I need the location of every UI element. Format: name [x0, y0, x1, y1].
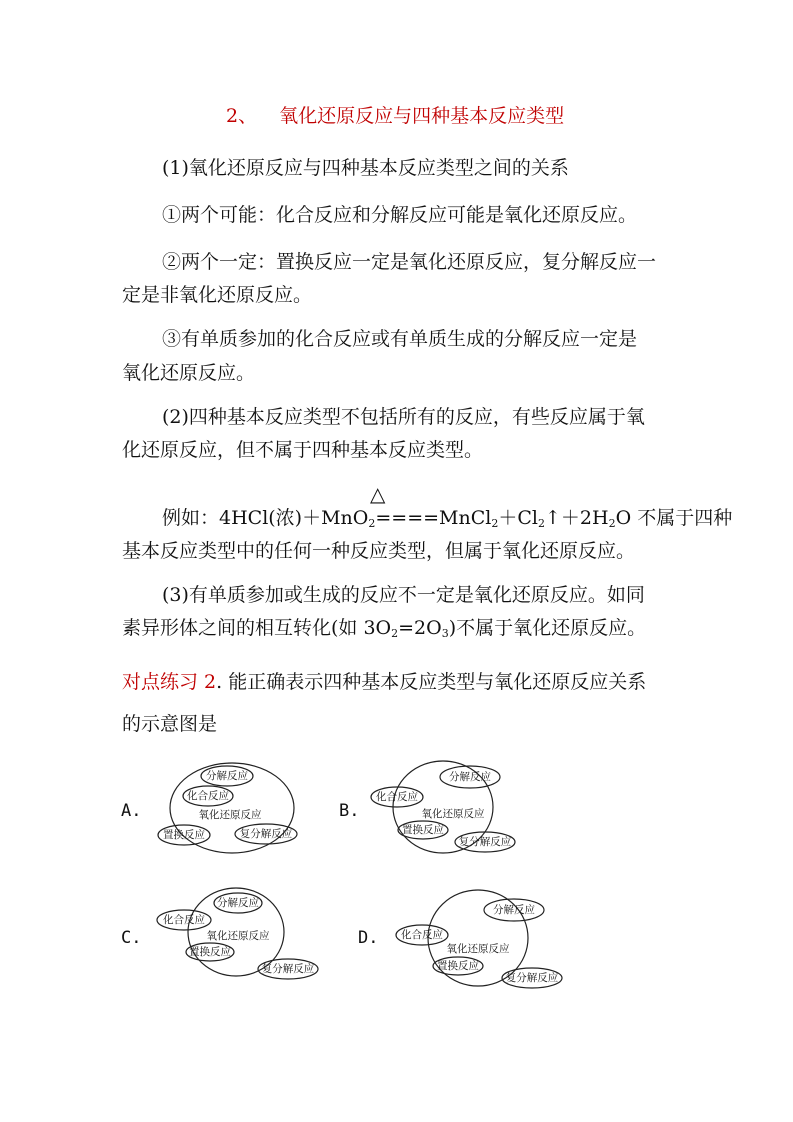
- section-title: [226, 104, 564, 128]
- option-c-label[interactable]: C.: [121, 928, 142, 948]
- exercise-line2: 的示意图是: [122, 713, 218, 735]
- paragraph-5-line2: 化还原反应，但不属于四种基本反应类型。: [122, 439, 484, 461]
- equation-part: 例如：4HCl(浓)＋MnO: [162, 507, 369, 529]
- equation-subscript: 2: [491, 517, 499, 530]
- heating-condition-symbol: △: [370, 482, 386, 506]
- paragraph-3-line1: ②两个一定：置换反应一定是氧化还原反应，复分解反应一: [162, 251, 657, 273]
- paragraph-2: ①两个可能：化合反应和分解反应可能是氧化还原反应。: [162, 204, 638, 226]
- combination-label: 化合反应: [163, 914, 205, 926]
- paragraph-1: (1)氧化还原反应与四种基本反应类型之间的关系: [162, 157, 569, 179]
- displacement-label: 置换反应: [402, 824, 444, 836]
- redox-label: 氧化还原反应: [421, 808, 485, 820]
- redox-label: 氧化还原反应: [206, 930, 270, 942]
- displacement-label: 置换反应: [437, 960, 479, 972]
- paragraph-4-line1: ③有单质参加的化合反应或有单质生成的分解反应一定是: [162, 328, 638, 350]
- double-decomposition-label: 复分解反应: [458, 836, 512, 848]
- paragraph-4-line2: 氧化还原反应。: [122, 362, 256, 384]
- equation-part: ====MnCl: [375, 507, 492, 529]
- double-decomposition-label: 复分解反应: [505, 972, 559, 984]
- decomposition-label: 分解反应: [217, 897, 259, 909]
- diagram-option-b[interactable]: [365, 755, 530, 865]
- decomposition-label: 分解反应: [449, 771, 491, 783]
- equation-part: ＋Cl: [498, 507, 538, 529]
- subscript: 3: [441, 627, 449, 640]
- exercise-label: 对点练习 2: [122, 671, 217, 693]
- subscript: 2: [391, 627, 399, 640]
- paragraph-3-line2: 定是非氧化还原反应。: [122, 284, 313, 306]
- equation-subscript: 2: [608, 517, 616, 530]
- text-part: )不属于氧化还原反应。: [448, 617, 647, 639]
- equation-part: O 不属于四种: [615, 507, 733, 529]
- option-b-label[interactable]: B.: [339, 801, 360, 821]
- combination-label: 化合反应: [187, 790, 229, 802]
- paragraph-5-line1: (2)四种基本反应类型不包括所有的反应，有些反应属于氧: [162, 406, 645, 428]
- double-decomposition-label: 复分解反应: [239, 828, 293, 840]
- decomposition-label: 分解反应: [206, 770, 248, 782]
- displacement-label: 置换反应: [189, 946, 231, 958]
- text-part: =2O: [398, 617, 442, 639]
- equation-subscript: 2: [368, 517, 376, 530]
- redox-label: 氧化还原反应: [446, 943, 510, 955]
- paragraph-7-line2: [122, 616, 646, 646]
- exercise-line1: [122, 670, 646, 694]
- paragraph-7-line1: (3)有单质参加或生成的反应不一定是氧化还原反应。如同: [162, 584, 645, 606]
- section-number: 2、: [226, 105, 258, 127]
- option-d-label[interactable]: D.: [358, 928, 379, 948]
- diagram-option-a[interactable]: [150, 755, 310, 860]
- redox-label: 氧化还原反应: [198, 809, 262, 821]
- example-equation: [162, 506, 732, 536]
- double-decomposition-label: 复分解反应: [261, 963, 315, 975]
- exercise-text: . 能正确表示四种基本反应类型与氧化还原反应关系: [216, 671, 647, 693]
- diagram-option-c[interactable]: [148, 882, 323, 987]
- text-part: 素异形体之间的相互转化(如 3O: [122, 617, 392, 639]
- combination-label: 化合反应: [401, 929, 443, 941]
- diagram-option-d[interactable]: [390, 882, 570, 992]
- decomposition-label: 分解反应: [493, 904, 535, 916]
- combination-label: 化合反应: [376, 791, 418, 803]
- section-title-text: 氧化还原反应与四种基本反应类型: [279, 105, 565, 127]
- displacement-label: 置换反应: [163, 829, 205, 841]
- equation-subscript: 2: [538, 517, 545, 530]
- equation-part: ↑＋2H: [545, 507, 609, 529]
- example-line2: 基本反应类型中的任何一种反应类型，但属于氧化还原反应。: [122, 540, 636, 562]
- option-a-label[interactable]: A.: [121, 801, 142, 821]
